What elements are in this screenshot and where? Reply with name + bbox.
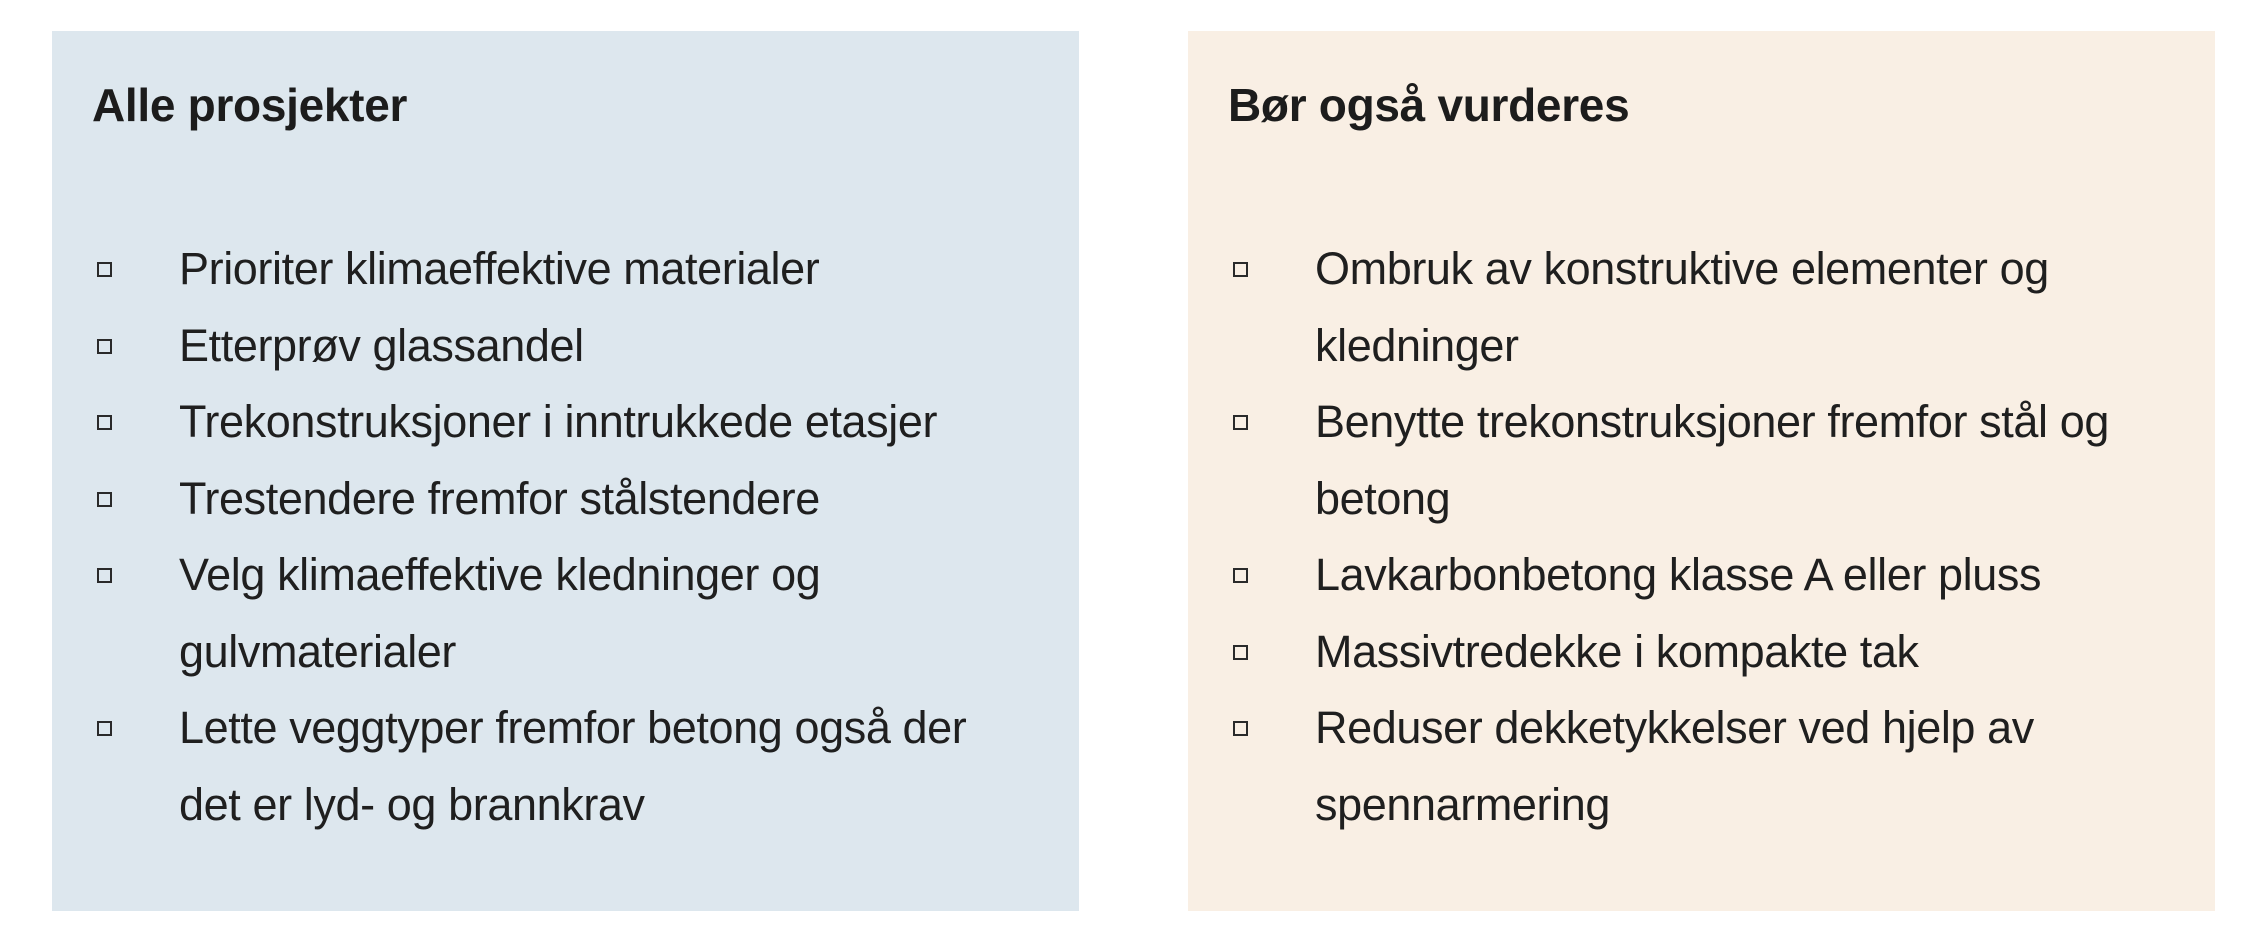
panel-title: Alle prosjekter	[92, 79, 408, 131]
checklist-item	[92, 690, 1039, 843]
checklist-item	[92, 461, 1039, 538]
checklist-item-label: Ombruk av konstruktive elementer og kledninger	[1315, 243, 2049, 371]
checklist-item-label: Massivtredekke i kompakte tak	[1315, 625, 1919, 677]
checkbox-icon	[97, 568, 112, 583]
checkbox-icon	[97, 415, 112, 430]
checkbox-icon	[97, 262, 112, 277]
checklist-item-label: Prioriter klimaeffektive materialer	[179, 243, 820, 294]
checkbox-icon	[1233, 721, 1248, 736]
checklist-item-label: Trestendere fremfor stålstendere	[179, 472, 820, 524]
checklist-item-label: Velg klimaeffektive kledninger og gulvmaterialer	[179, 549, 821, 677]
checklist-item-label: Reduser dekketykkelser ved hjelp av spennarmering	[1315, 702, 2034, 830]
checklist	[1228, 231, 2175, 843]
checklist	[92, 231, 1039, 843]
panel-title: Bør også vurderes	[1228, 79, 1630, 131]
checklist-item	[1228, 231, 2175, 384]
checklist-item	[1228, 690, 2175, 843]
checkbox-icon	[97, 721, 112, 736]
checkbox-icon	[1233, 568, 1248, 583]
checklist-item	[1228, 384, 2175, 537]
panel-bor-ogsa-vurderes	[1188, 31, 2215, 911]
checkbox-icon	[1233, 262, 1248, 277]
checklist-item	[1228, 537, 2175, 614]
checklist-item	[92, 537, 1039, 690]
checklist-item-label: Etterprøv glassandel	[179, 319, 584, 371]
checklist-item-label: Benytte trekonstruksjoner fremfor stål og betong	[1315, 396, 2109, 524]
checklist-item-label: Trekonstruksjoner i inntrukkede etasjer	[179, 396, 938, 447]
checkbox-icon	[97, 339, 112, 354]
checklist-item	[1228, 614, 2175, 691]
checkbox-icon	[1233, 415, 1248, 430]
checklist-item	[92, 384, 1039, 461]
checklist-item	[92, 231, 1039, 308]
panel-alle-prosjekter	[52, 31, 1079, 911]
checklist-item-label: Lette veggtyper fremfor betong også der det er lyd- og brannkrav	[179, 702, 967, 830]
checkbox-icon	[1233, 645, 1248, 660]
checklist-item	[92, 308, 1039, 385]
checkbox-icon	[97, 492, 112, 507]
checklist-item-label: Lavkarbonbetong klasse A eller pluss	[1315, 549, 2042, 600]
